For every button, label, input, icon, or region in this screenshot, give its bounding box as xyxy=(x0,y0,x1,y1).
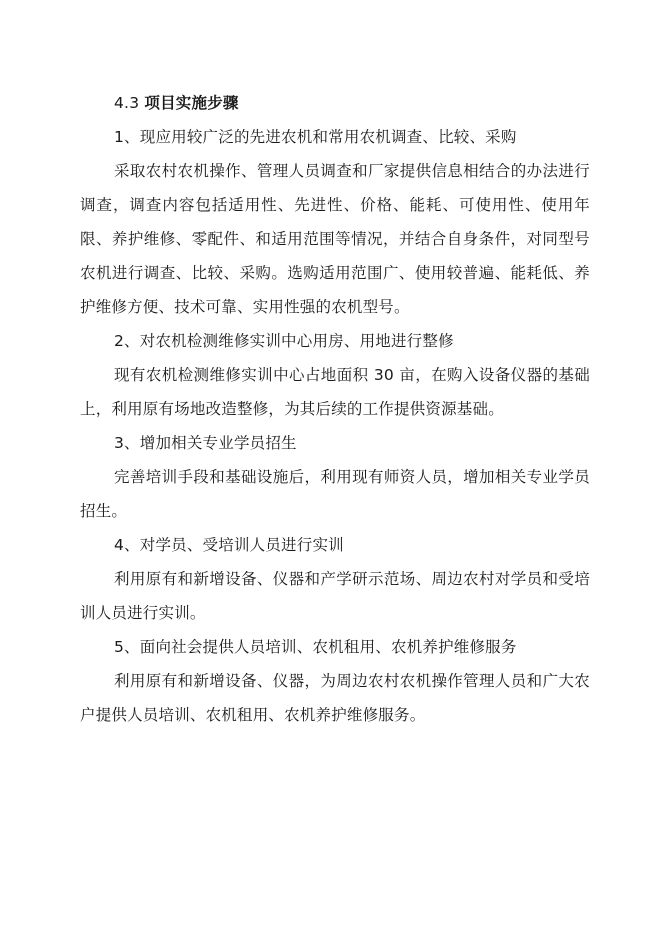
step-5-title: 5、面向社会提供人员培训、农机租用、农机养护维修服务 xyxy=(114,638,517,656)
section-number: 4.3 xyxy=(114,94,140,112)
step-4-title: 4、对学员、受培训人员进行实训 xyxy=(114,536,344,554)
step-1-title: 1、现应用较广泛的先进农机和常用农机调查、比较、采购 xyxy=(114,128,517,146)
section-heading-title: 项目实施步骤 xyxy=(144,94,239,112)
step-3 xyxy=(80,426,590,528)
step-2-body: 现有农机检测维修实训中心占地面积 30 亩，在购入设备仪器的基础上，利用原有场地改造整修，为其后续的工作提供资源基础。 xyxy=(80,366,590,418)
step-2 xyxy=(80,324,590,426)
step-5-body: 利用原有和新增设备、仪器，为周边农村农机操作管理人员和广大农户提供人员培训、农机租用、农机养护维修服务。 xyxy=(80,672,590,724)
step-1 xyxy=(80,120,590,324)
step-3-body: 完善培训手段和基础设施后，利用现有师资人员，增加相关专业学员招生。 xyxy=(80,468,590,520)
step-1-body: 采取农村农机操作、管理人员调查和厂家提供信息相结合的办法进行调查，调查内容包括适用性、先进性、价格、能耗、可使用性、使用年限、养护维修、零配件、和适用范围等情况，并结合自身条件，对同型号农机进行调查、比较、采购。选购适用范围广、使用较普遍、能耗低、养护维修方便、技术可靠、实用性强的农机型号。 xyxy=(80,162,590,316)
document-body xyxy=(80,86,590,732)
step-2-title: 2、对农机检测维修实训中心用房、用地进行整修 xyxy=(114,332,454,350)
step-3-title: 3、增加相关专业学员招生 xyxy=(114,434,297,452)
step-4-body: 利用原有和新增设备、仪器和产学研示范场、周边农村对学员和受培训人员进行实训。 xyxy=(80,570,590,622)
step-4 xyxy=(80,528,590,630)
section-heading xyxy=(80,86,590,120)
step-5 xyxy=(80,630,590,732)
